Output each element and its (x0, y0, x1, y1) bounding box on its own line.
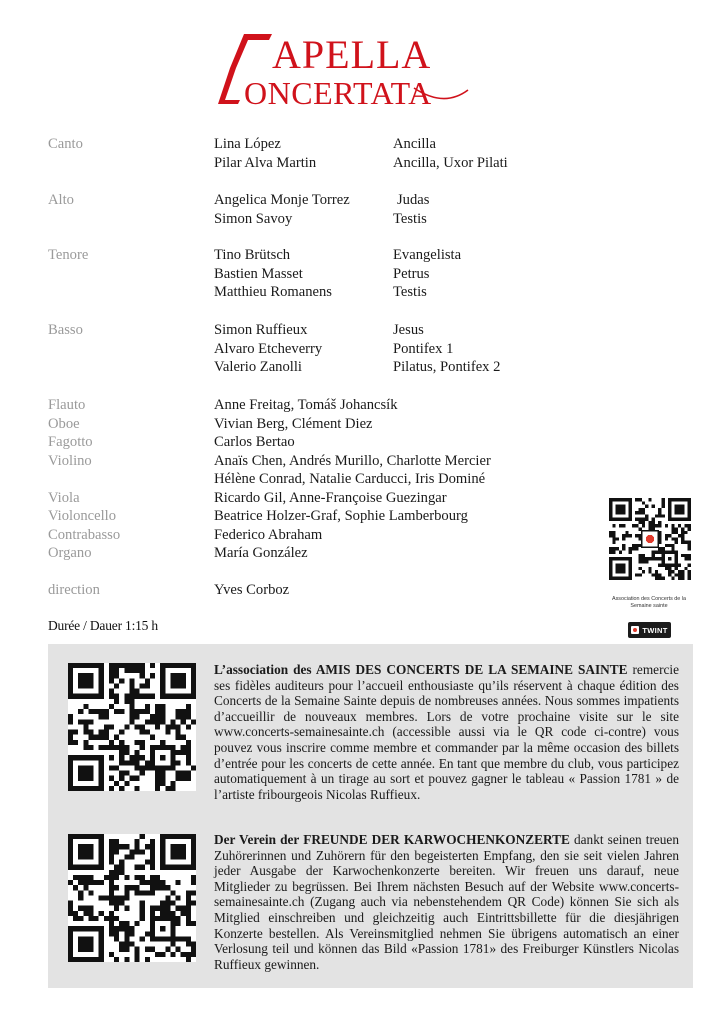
capella-concertata-logo (214, 28, 470, 108)
singer-name: Valerio Zanolli (214, 359, 302, 375)
singer-role: Judas (397, 192, 430, 208)
singer-role: Ancilla, Uxor Pilati (393, 154, 508, 171)
membership-text-fr (214, 662, 679, 802)
singer-name: Simon Savoy (214, 210, 293, 227)
instrument-label-viola: Viola (48, 489, 80, 506)
membership-text-de (214, 832, 679, 972)
twint-qr-code[interactable] (609, 498, 691, 580)
instrument-label-organo: Organo (48, 545, 92, 561)
membership-body-de: dankt seinen treuen Zuhörerinnen und Zuhörern für den begeisterten Empfang, den sie seit vielen Jahren jeder Ausgabe der Karwochenkonzerte bereiten. Wir freuen uns darauf, neue Mitglieder zu begrüssen. Bei Ihrem nächsten Besuch auf der Website www.concerts-semainesainte.ch (Zugang auch via nebenstehendem QR Code) können Sie sich als Mitglied einschreiben und gleichzeitig auch Eintrittsbillette für die diesjährigen Konzerte bestellen. Als Vereinsmitglied nehmen Sie übrigens automatisch an einer Verlosung teil und können das Bild «Passion 1781» des Freiburger Künstlers Nicolas Ruffieux gewinnen. (214, 832, 679, 972)
singer-role: Testis (393, 210, 427, 227)
membership-qr-code-de[interactable] (68, 834, 196, 962)
membership-body-fr: remercie ses fidèles auditeurs pour l’accueil enthousiaste qu’ils réservent à chaque édition des Concerts de la Semaine Sainte depuis de nombreuses années. Nous sommes impatients d’accueillir de nouveaux membres. Lors de votre prochaine visite sur le site www.concerts-semainesainte.ch (accessible aussi via le QR code ci-contre) vous pouvez vous inscrire comme membre et commander par la même occasion des billets d’entrée pour les concerts de cette année. En tant que membre du club, vous participez automatiquement à un tirage au sort et pouvez gagner le tableau « Passion 1781 » de l’artiste fribourgeois Nicolas Ruffieux. (214, 662, 679, 802)
singer-role: Evangelista (393, 247, 462, 263)
singer-name: Bastien Masset (214, 265, 303, 282)
membership-lead-fr: L’association des AMIS DES CONCERTS DE LA SEMAINE SAINTE (214, 662, 628, 677)
logo-graphic (214, 28, 470, 108)
twint-caption: Association des Concerts de la Semaine sainte (611, 596, 686, 609)
singer-role: Petrus (393, 265, 430, 282)
singer-name: Angelica Monje Torrez (214, 192, 350, 208)
singer-role: Pontifex 1 (393, 340, 454, 357)
instrument-label-flauto: Flauto (48, 397, 86, 413)
instrument-players: Hélène Conrad, Natalie Carducci, Iris Dominé (214, 471, 486, 487)
twint-badge (628, 622, 671, 638)
voice-label-alto: Alto (48, 192, 74, 208)
instrument-players: Carlos Bertao (214, 434, 295, 450)
direction-label: direction (48, 582, 100, 598)
instrument-players: Anaïs Chen, Andrés Murillo, Charlotte Mercier (214, 452, 491, 469)
singer-name: Matthieu Romanens (214, 284, 332, 300)
singer-name: Alvaro Etcheverry (214, 340, 323, 357)
instrument-players: Vivian Berg, Clément Diez (214, 415, 373, 432)
singer-name: Simon Ruffieux (214, 322, 308, 338)
singer-role: Pilatus, Pontifex 2 (393, 359, 501, 375)
instrument-label-contrabasso: Contrabasso (48, 526, 121, 543)
duration-text: Durée / Dauer 1:15 h (48, 618, 158, 633)
voice-label-tenore: Tenore (48, 247, 89, 263)
instrument-players: Beatrice Holzer-Graf, Sophie Lamberbourg (214, 508, 468, 524)
logo-line-2: ONCERTATA (244, 75, 432, 108)
twint-logo-icon (631, 626, 639, 634)
instrument-label-violoncello: Violoncello (48, 508, 117, 524)
singer-name: Tino Brütsch (214, 247, 291, 263)
instrument-players: María González (214, 545, 308, 561)
membership-lead-de: Der Verein der FREUNDE DER KARWOCHENKONZERTE (214, 832, 570, 847)
singer-role: Testis (393, 284, 427, 300)
membership-qr-code-fr[interactable] (68, 663, 196, 791)
instrument-label-fagotto: Fagotto (48, 434, 93, 450)
instrument-label-violino: Violino (48, 452, 92, 469)
singer-role: Ancilla (393, 136, 436, 152)
instrument-players: Anne Freitag, Tomáš Johancsík (214, 397, 398, 413)
instrument-players: Federico Abraham (214, 526, 323, 543)
instrument-label-oboe: Oboe (48, 415, 80, 432)
voice-label-canto: Canto (48, 136, 83, 152)
director-name: Yves Corboz (214, 582, 290, 598)
instrument-players: Ricardo Gil, Anne-Françoise Guezingar (214, 489, 447, 506)
twint-badge-label: TWINT (642, 625, 668, 635)
voice-label-basso: Basso (48, 322, 83, 338)
singer-name: Lina López (214, 136, 281, 152)
singer-role: Jesus (393, 322, 424, 338)
logo-line-1: APELLA (272, 32, 432, 77)
singer-name: Pilar Alva Martin (214, 154, 317, 171)
